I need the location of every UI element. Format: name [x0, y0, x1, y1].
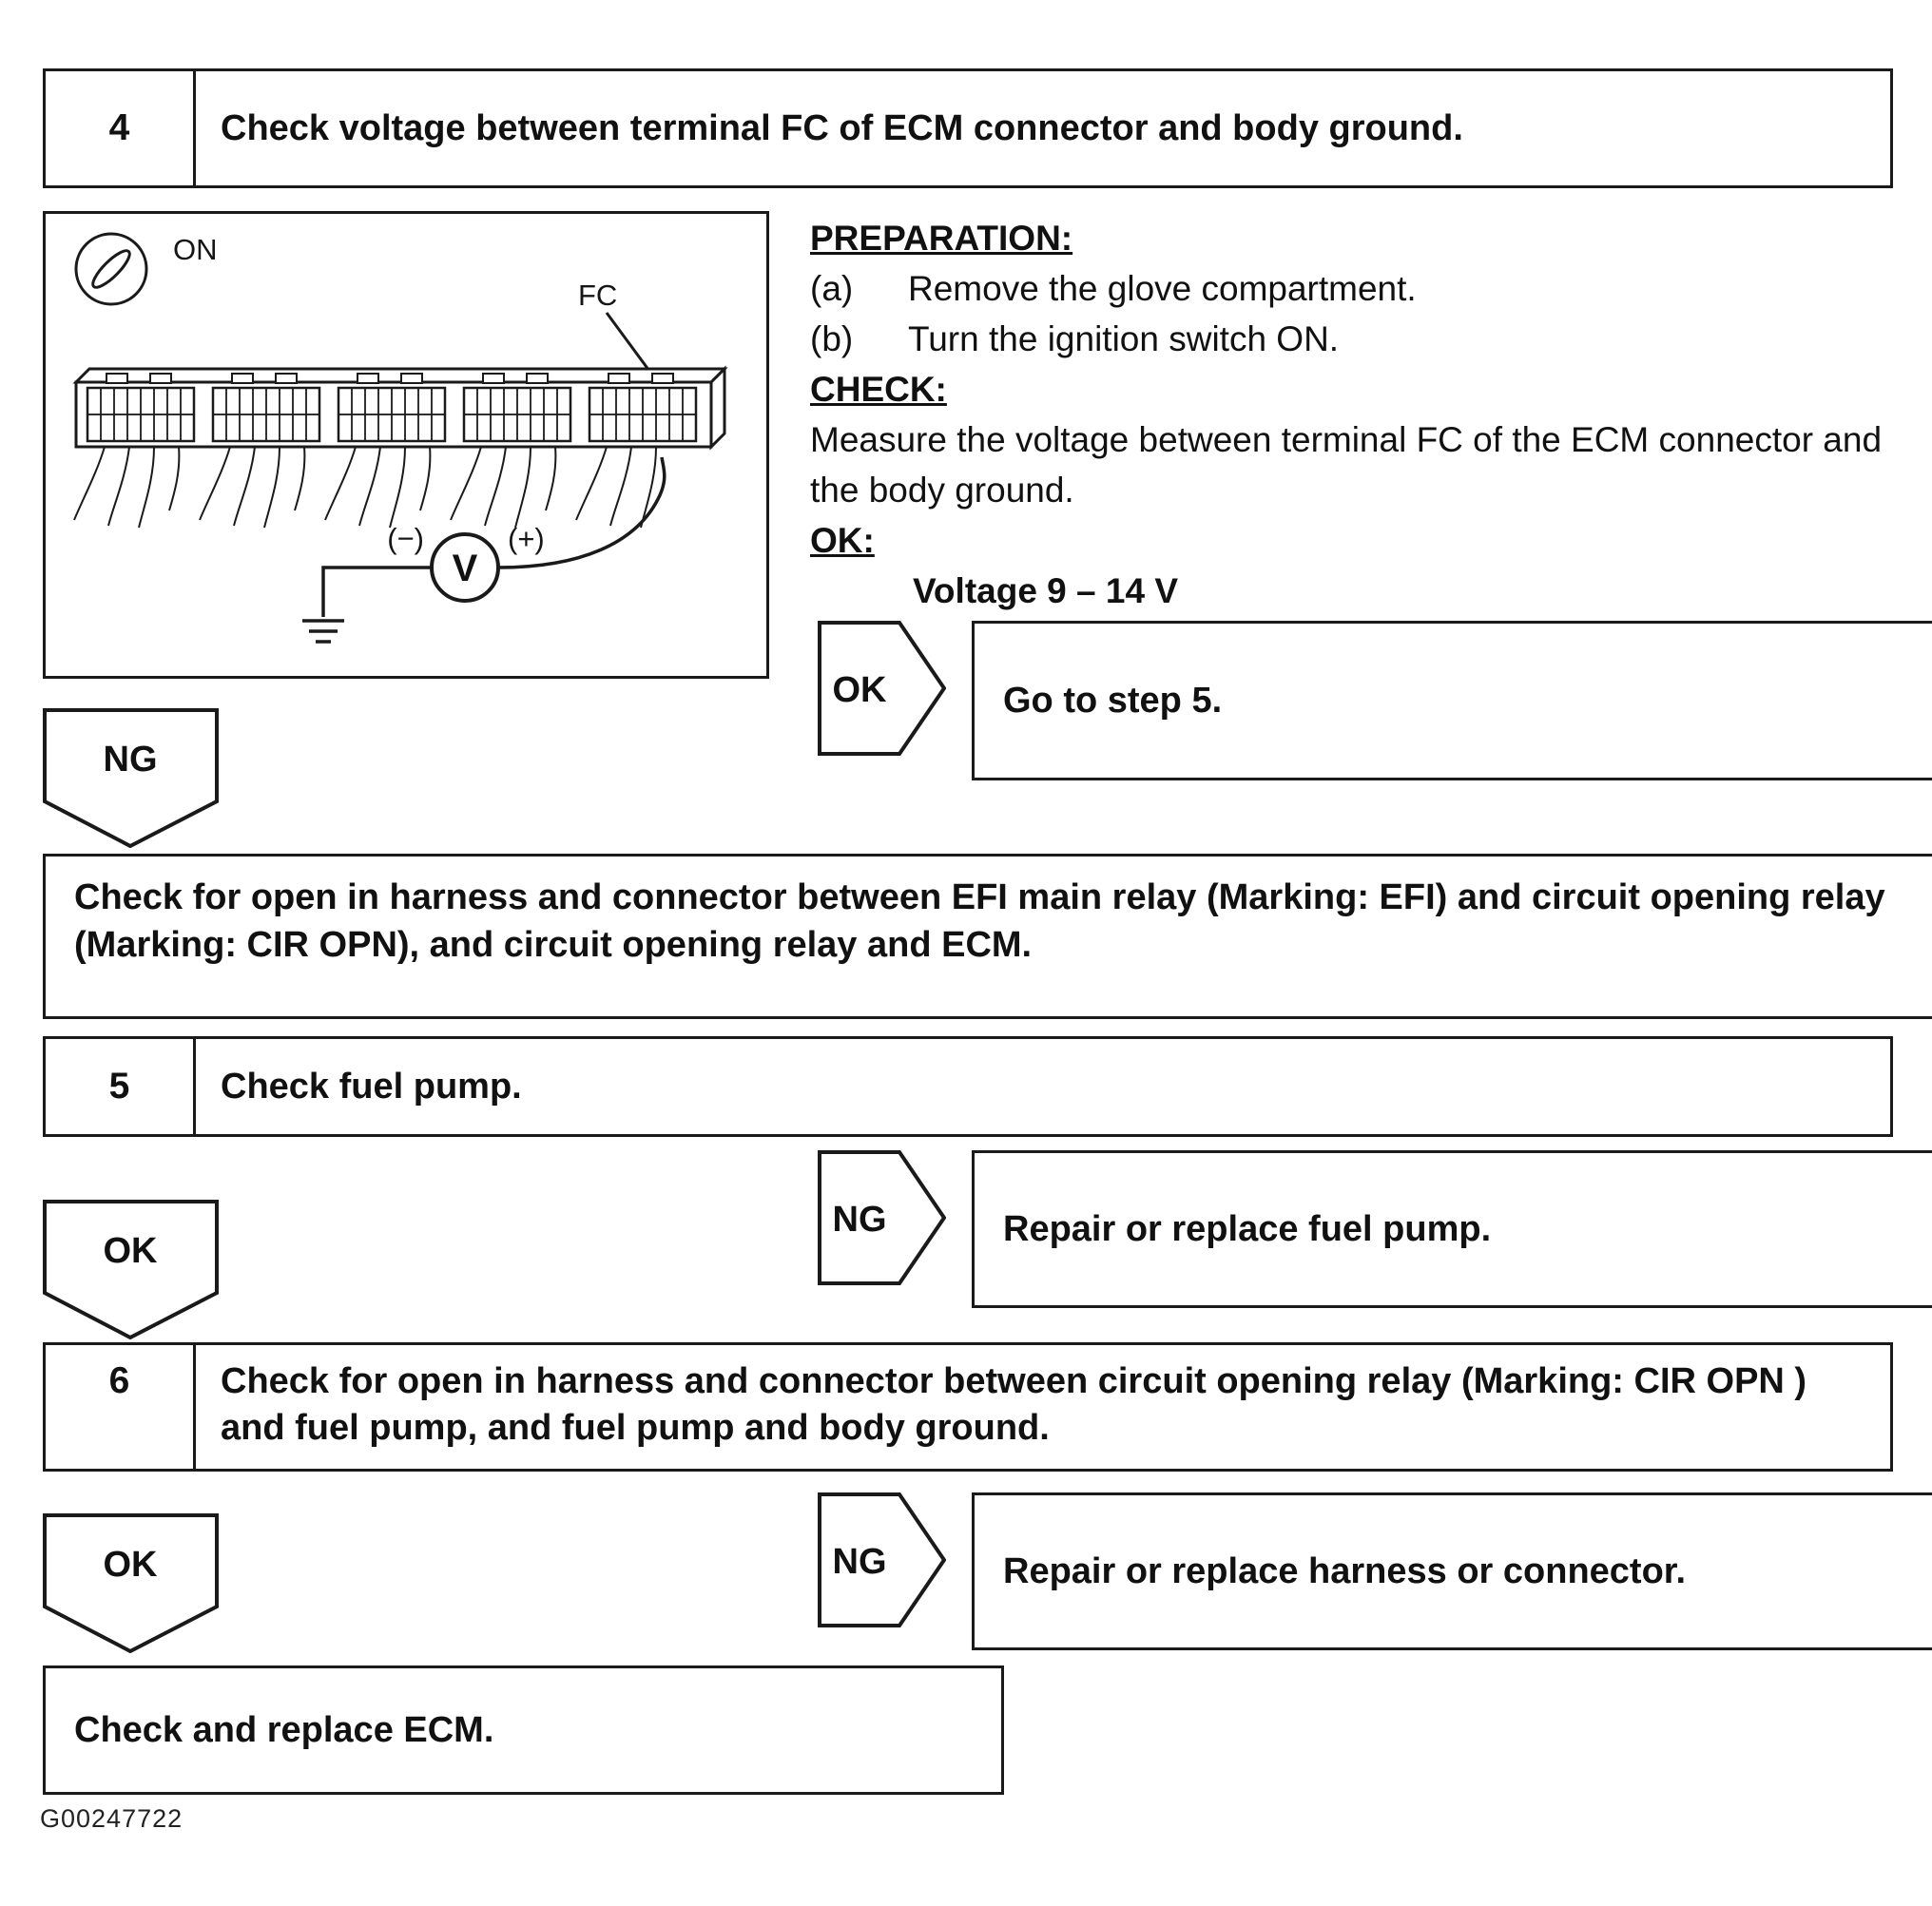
- step-5-ng-label: NG: [832, 1200, 887, 1240]
- item-a-label: (a): [810, 269, 854, 308]
- ok-heading: OK:: [810, 521, 875, 560]
- step-6-ng-label: NG: [832, 1542, 887, 1582]
- step-4-title: Check voltage between terminal FC of ECM connector and body ground.: [221, 107, 1463, 148]
- preparation-item-a: [810, 263, 1899, 314]
- step-5-ok-connector: [43, 1200, 219, 1339]
- step-4-ng-result-box: [43, 854, 1932, 1019]
- step-4-header: [43, 68, 1893, 188]
- step-6-ng-result-box: [972, 1492, 1932, 1650]
- step-4-ng-label: NG: [103, 740, 158, 780]
- ignition-on-label: ON: [173, 233, 218, 266]
- step-4-ok-result-box: [972, 621, 1932, 780]
- step-4-ng-result-text: Check for open in harness and connector between EFI main relay (Marking: EFI) and circuit opening relay (Marking: CIR OPN), and circuit opening relay and ECM.: [74, 877, 1885, 966]
- ignition-key-icon: [76, 234, 146, 304]
- step-5-ng-result-text: Repair or replace fuel pump.: [1003, 1208, 1492, 1249]
- final-action-text: Check and replace ECM.: [74, 1709, 494, 1750]
- final-action-box: [43, 1665, 1004, 1795]
- check-text: Measure the voltage between terminal FC of the ECM connector and the body ground.: [810, 420, 1883, 510]
- step-5-ok-label: OK: [103, 1231, 158, 1271]
- step-6-ng-connector: [818, 1492, 946, 1627]
- wire-bundles: [74, 447, 656, 528]
- step-5-ng-connector: [818, 1150, 946, 1285]
- step-6-ok-connector: [43, 1513, 219, 1653]
- ok-spec: Voltage 9 – 14 V: [913, 571, 1178, 610]
- step-5-ng-result-box: [972, 1150, 1932, 1308]
- preparation-item-b: [810, 314, 1899, 364]
- ground-symbol-icon: [302, 621, 344, 642]
- item-a-text: Remove the glove compartment.: [908, 269, 1417, 308]
- step-4-instructions: [810, 213, 1899, 616]
- step-6-title: Check for open in harness and connector between circuit opening relay (Marking: CIR OPN ) and fuel pump, and fuel pump and body ground.: [221, 1361, 1807, 1448]
- step-6-header: [43, 1342, 1893, 1472]
- ecm-connector-illustration: [43, 211, 769, 679]
- step-4-ok-result-text: Go to step 5.: [1003, 680, 1223, 721]
- step-5-header: [43, 1036, 1893, 1137]
- figure-id: G00247722: [40, 1804, 184, 1833]
- plus-probe-label: (+): [508, 522, 545, 555]
- voltmeter-label: V: [452, 548, 478, 589]
- step-6-ok-label: OK: [103, 1545, 158, 1585]
- check-heading: CHECK:: [810, 370, 947, 409]
- step-4-number: 4: [46, 71, 196, 185]
- ecm-diagram-svg: [46, 214, 761, 670]
- item-b-label: (b): [810, 319, 854, 358]
- fc-terminal-label: FC: [578, 279, 618, 312]
- step-6-ng-result-text: Repair or replace harness or connector.: [1003, 1550, 1687, 1591]
- step-5-title: Check fuel pump.: [221, 1066, 522, 1107]
- step-4-ok-label: OK: [832, 670, 887, 710]
- step-4-ng-connector: [43, 708, 219, 848]
- meter-leads: [323, 457, 665, 617]
- preparation-heading: PREPARATION:: [810, 219, 1073, 258]
- step-5-number: 5: [46, 1039, 196, 1134]
- step-6-number: 6: [46, 1345, 196, 1469]
- step-4-ok-connector: [818, 621, 946, 756]
- item-b-text: Turn the ignition switch ON.: [908, 319, 1340, 358]
- minus-probe-label: (−): [387, 522, 424, 555]
